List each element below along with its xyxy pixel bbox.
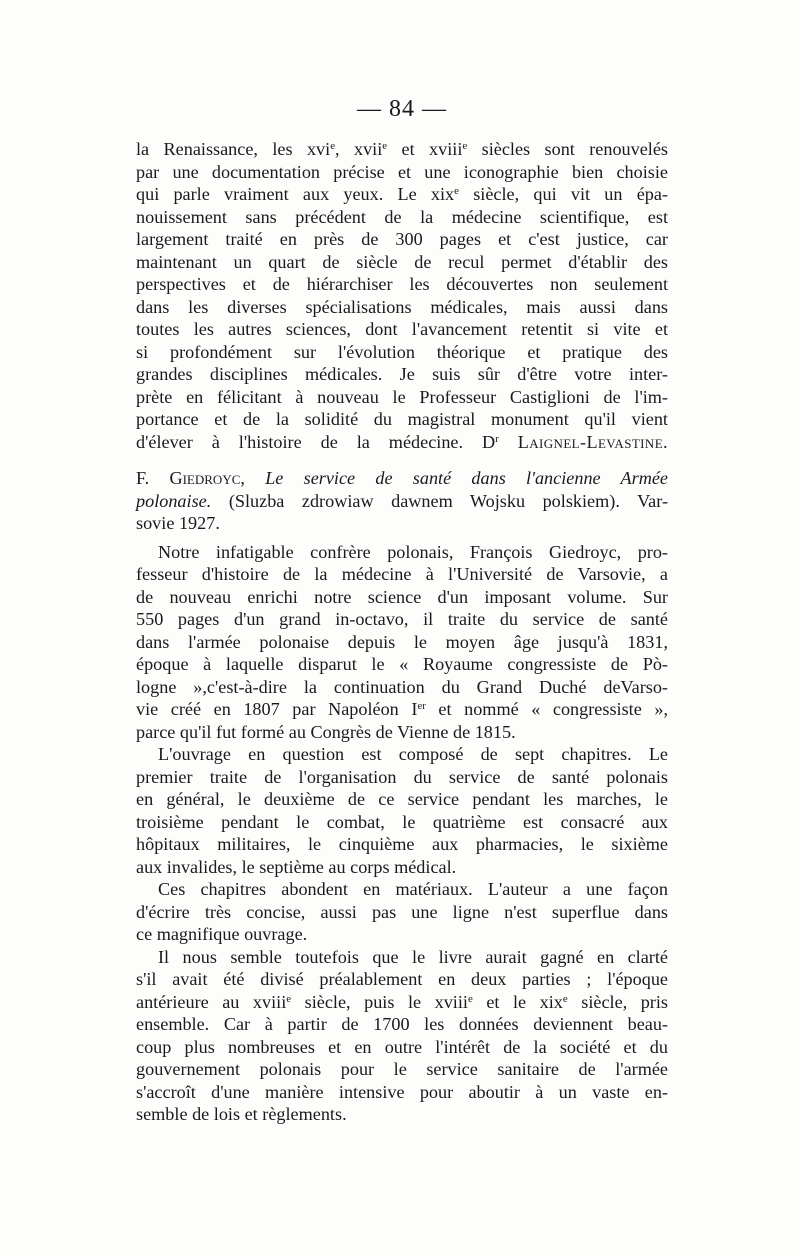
text-line: grandes disciplines médicales. Je suis sûr d'être votre inter- <box>136 364 668 384</box>
text-line: 550 pages d'un grand in-octavo, il traite du service de santé <box>136 609 668 629</box>
text-line: qui parle vraiment aux yeux. Le xix$^e$ siècle, qui vit un épa- <box>136 184 668 204</box>
text-column <box>136 94 668 1126</box>
text-line: largement traité en près de 300 pages et c'est justice, car <box>136 229 668 249</box>
review-paragraph-3 <box>136 878 668 946</box>
author-initial: F. <box>136 468 150 488</box>
text-line: en général, le deuxième de ce service pendant les marches, le <box>136 789 668 809</box>
text-line: hôpitaux militaires, le cinquième aux pharmacies, le sixième <box>136 834 668 854</box>
text-line: si profondément sur l'évolution théorique et pratique des <box>136 341 668 362</box>
text-line: sovie 1927. <box>136 513 220 533</box>
review-paragraph-2 <box>136 743 668 878</box>
review-paragraph-1 <box>136 541 668 744</box>
text-line: Il nous semble toutefois que le livre aurait gagné en clarté <box>158 946 668 967</box>
text-line: L'ouvrage en question est composé de sept chapitres. Le <box>158 744 668 764</box>
text-line: ce magnifique ouvrage. <box>136 924 308 944</box>
text-line: perspectives et de hiérarchiser les découvertes non seulement <box>136 274 668 294</box>
text-line: antérieure au xviii$^e$ siècle, puis le xviii$^e$ et le xix$^e$ siècle, pris <box>136 991 668 1012</box>
text-line: parce qu'il fut formé au Congrès de Vienne de 1815. <box>136 721 516 742</box>
text-line: dans les diverses spécialisations médicales, mais aussi dans <box>136 296 668 317</box>
text-line: ensemble. Car à partir de 1700 les données deviennent beau- <box>136 1014 668 1034</box>
text-line: premier traite de l'organisation du service de santé polonais <box>136 766 668 787</box>
text-line: vie créé en 1807 par Napoléon Ier et nommé « congressiste », <box>136 699 668 719</box>
text-line: coup plus nombreuses et en outre l'intérêt de la société et du <box>136 1036 668 1057</box>
review-heading <box>136 467 668 535</box>
reviewer-signature: $D^r$ Laignel-Levastine. <box>481 431 668 452</box>
text-line: s'accroît d'une manière intensive pour aboutir à un vaste en- <box>136 1081 668 1102</box>
text-line: dans l'armée polonaise depuis le moyen âge jusqu'à 1831, <box>136 631 668 652</box>
text-line: de nouveau enrichi notre science d'un imposant volume. Sur <box>136 586 668 607</box>
text-line: troisième pendant le combat, le quatrième est consacré aux <box>136 811 668 832</box>
review-conclusion-paragraph <box>136 138 668 453</box>
text-line <box>136 467 668 490</box>
text-line: logne »,c'est-à-dire la continuation du Grand Duché deVarso- <box>136 676 668 697</box>
text-line: Notre infatigable confrère polonais, François Giedroyc, pro- <box>158 541 668 562</box>
book-title: Le service de santé dans l'ancienne Armée <box>265 468 668 488</box>
text-line: nouissement sans précédent de la médecine scientifique, est <box>136 206 668 227</box>
text-line: semble de lois et règlements. <box>136 1104 347 1124</box>
text-line: maintenant un quart de siècle de recul permet d'établir des <box>136 251 668 272</box>
text-line: par une documentation précise et une iconographie bien choisie <box>136 161 668 182</box>
text-line: toutes les autres sciences, dont l'avancement retentit si vite et <box>136 319 668 339</box>
text-line: Ces chapitres abondent en matériaux. L'auteur a une façon <box>158 879 668 899</box>
text-line: polonaise. (Sluzba zdrowiaw dawnem Wojsku polskiem). Var- <box>136 490 669 511</box>
text-line: d'écrire très concise, aussi pas une ligne n'est superflue dans <box>136 901 668 922</box>
signature-line: d'élever à l'histoire de la médecine. $D^r$ Laignel-Levastine. <box>136 431 668 452</box>
text-line: portance et de la solidité du magistral monument qu'il vient <box>136 409 668 429</box>
text-line: prète en félicitant à nouveau le Professeur Castiglioni de l'im- <box>136 386 668 407</box>
text-line: époque à laquelle disparut le « Royaume congressiste de Pò- <box>136 654 668 674</box>
text-line: gouvernement polonais pour le service sanitaire de l'armée <box>136 1059 668 1079</box>
text-line: la Renaissance, les xvi$^e$, xvii$^e$ et xviii$^e$ siècles sont renouvelés <box>136 139 669 159</box>
review-paragraph-4 <box>136 946 668 1126</box>
book-title-end: polonaise. <box>136 490 212 511</box>
text-line: fesseur d'histoire de la médecine à l'Université de Varsovie, a <box>136 564 668 584</box>
text-line: s'il avait été divisé préalablement en deux parties ; l'époque <box>136 969 668 989</box>
text-line: aux invalides, le septième au corps médical. <box>136 856 457 877</box>
page-number: — 84 — <box>357 96 447 122</box>
author-name: Giedroyc, <box>169 468 245 488</box>
